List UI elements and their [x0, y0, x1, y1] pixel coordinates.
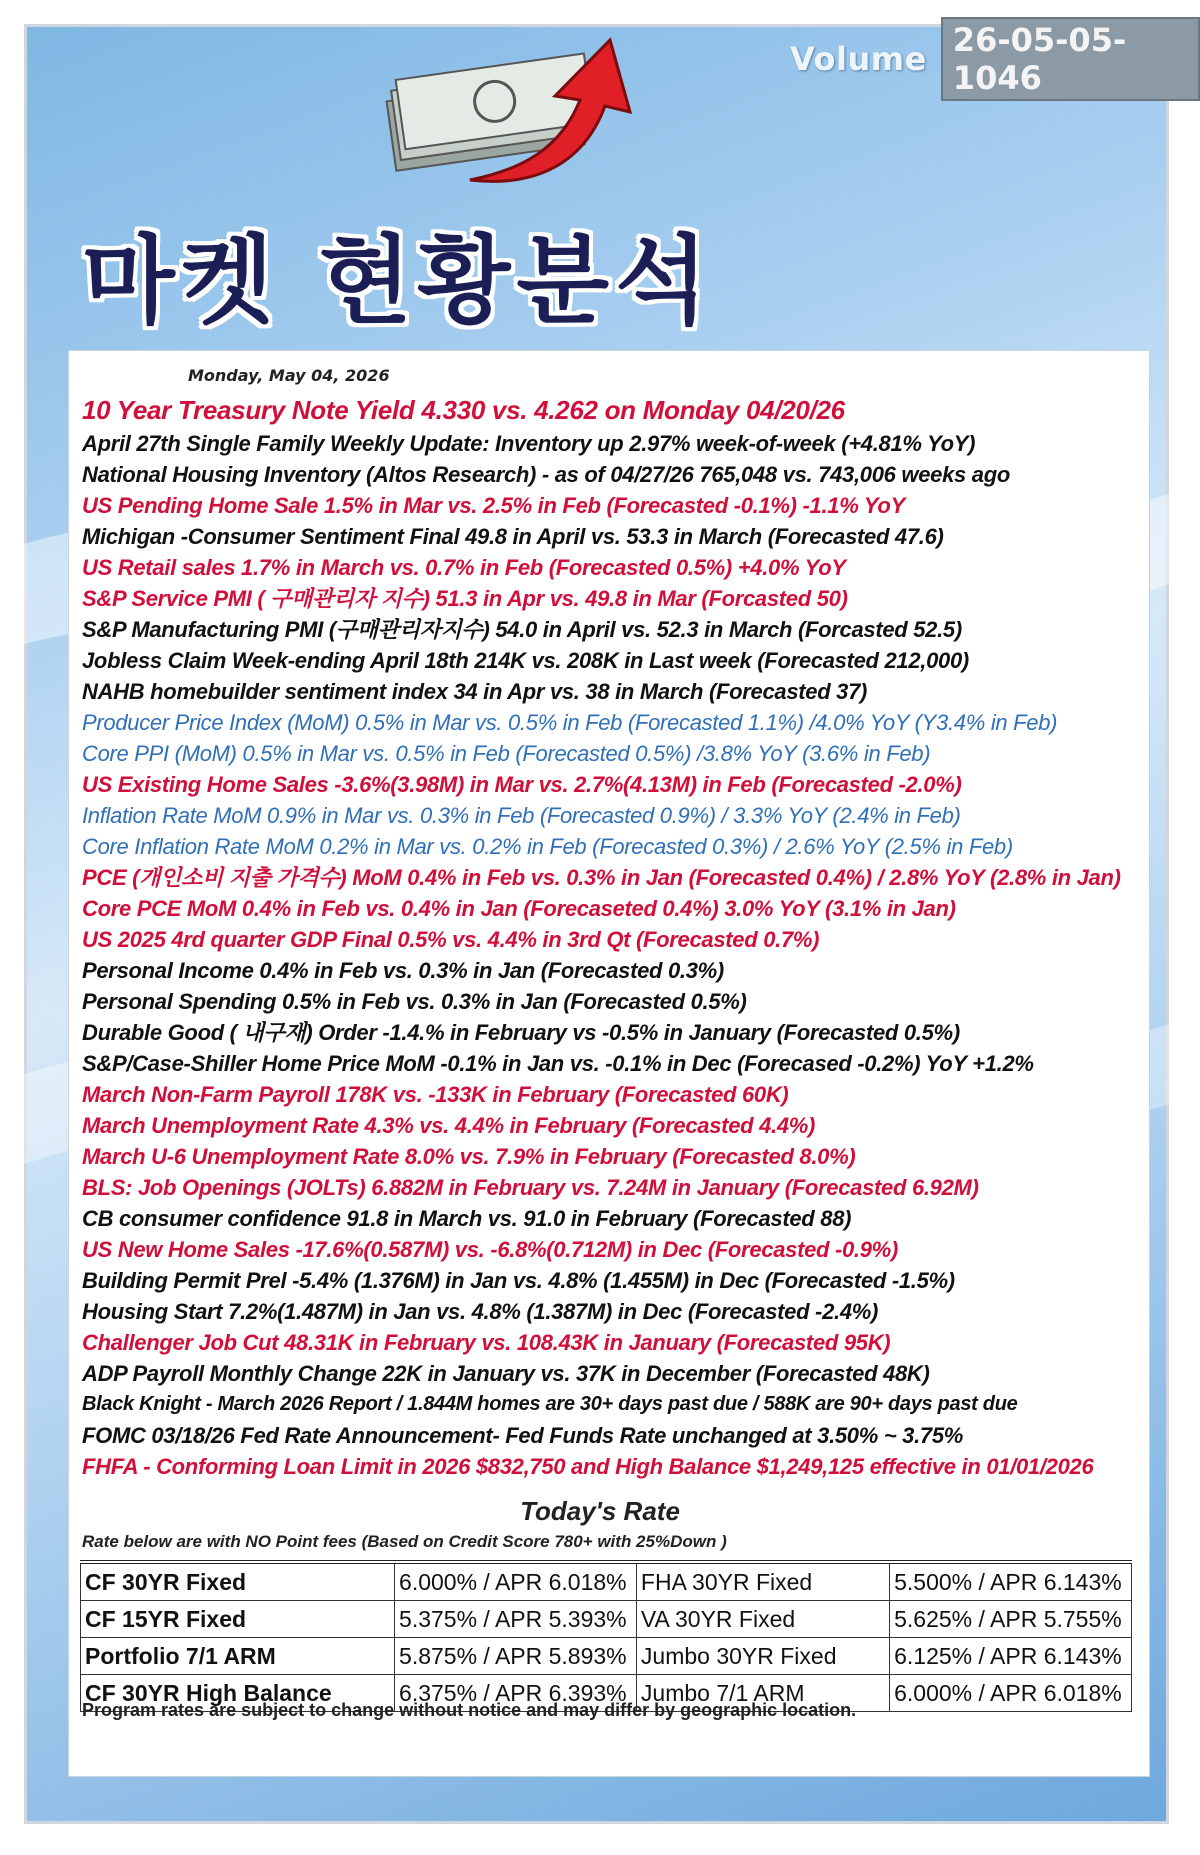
indicator-line: ADP Payroll Monthly Change 22K in January vs. 37K in December (Forecasted 48K): [82, 1361, 930, 1386]
rate-row: [81, 1638, 1132, 1675]
indicator-line: Core PCE MoM 0.4% in Feb vs. 0.4% in Jan (Forecaseted 0.4%) 3.0% YoY (3.1% in Jan): [82, 896, 956, 921]
indicator-line: PCE (개인소비 지출 가격수) MoM 0.4% in Feb vs. 0.3% in Jan (Forecasted 0.4%) / 2.8% YoY (2.8% in Jan): [82, 865, 1121, 890]
rate-program-name: CF 30YR Fixed: [81, 1562, 395, 1601]
rate-row: [81, 1601, 1132, 1638]
rates-disclaimer: Program rates are subject to change without notice and may differ by geographic location.: [82, 1700, 857, 1720]
indicator-line: Black Knight - March 2026 Report / 1.844M homes are 30+ days past due / 588K are 90+ days past due: [82, 1393, 1018, 1415]
indicator-line: US Pending Home Sale 1.5% in Mar vs. 2.5% in Feb (Forecasted -0.1%) -1.1% YoY: [82, 493, 905, 518]
rate-program-name: Jumbo 30YR Fixed: [636, 1638, 889, 1675]
indicator-line: Michigan -Consumer Sentiment Final 49.8 in April vs. 53.3 in March (Forecasted 47.6): [82, 524, 944, 549]
volume-badge: [790, 21, 1200, 97]
rate-value: 6.375% / APR 6.393%: [395, 1675, 637, 1712]
indicator-line: Building Permit Prel -5.4% (1.376M) in Jan vs. 4.8% (1.455M) in Dec (Forecasted -1.5%): [82, 1268, 955, 1293]
indicator-line: National Housing Inventory (Altos Research) - as of 04/27/26 765,048 vs. 743,006 weeks ago: [82, 462, 1010, 487]
indicator-line: CB consumer confidence 91.8 in March vs. 91.0 in February (Forecasted 88): [82, 1206, 852, 1231]
money-arrow-icon: [350, 30, 670, 190]
rate-note: Rate below are with NO Point fees (Based on Credit Score 780+ with 25%Down ): [82, 1532, 727, 1551]
indicator-line: NAHB homebuilder sentiment index 34 in Apr vs. 38 in March (Forecasted 37): [82, 679, 868, 704]
indicator-line: S&P Service PMI ( 구매관리자 지수) 51.3 in Apr vs. 49.8 in Mar (Forcasted 50): [82, 586, 848, 611]
rate-value: 5.500% / APR 6.143%: [890, 1562, 1132, 1601]
rate-program-name: FHA 30YR Fixed: [636, 1562, 889, 1601]
rate-program-name: CF 15YR Fixed: [81, 1601, 395, 1638]
indicator-line: Personal Income 0.4% in Feb vs. 0.3% in Jan (Forecasted 0.3%): [82, 958, 724, 983]
rate-value: 6.125% / APR 6.143%: [890, 1638, 1132, 1675]
volume-label: Volume: [790, 40, 927, 78]
rate-program-name: Portfolio 7/1 ARM: [81, 1638, 395, 1675]
indicator-line: US New Home Sales -17.6%(0.587M) vs. -6.8%(0.712M) in Dec (Forecasted -0.9%): [82, 1237, 898, 1262]
indicator-line: Jobless Claim Week-ending April 18th 214K vs. 208K in Last week (Forecasted 212,000): [82, 648, 969, 673]
indicator-line: April 27th Single Family Weekly Update: Inventory up 2.97% week-of-week (+4.81% YoY): [82, 431, 976, 456]
rate-value: 6.000% / APR 6.018%: [395, 1562, 637, 1601]
indicator-line: March Unemployment Rate 4.3% vs. 4.4% in February (Forecasted 4.4%): [82, 1113, 816, 1138]
indicator-line: Inflation Rate MoM 0.9% in Mar vs. 0.3% in Feb (Forecasted 0.9%) / 3.3% YoY (2.4% in Feb): [82, 803, 961, 828]
indicator-line: BLS: Job Openings (JOLTs) 6.882M in February vs. 7.24M in January (Forecasted 6.92M): [82, 1175, 979, 1200]
indicator-line: March Non-Farm Payroll 178K vs. -133K in February (Forecasted 60K): [82, 1082, 789, 1107]
rate-program-name: VA 30YR Fixed: [636, 1601, 889, 1638]
todays-rate-heading: Today's Rate: [520, 1496, 680, 1526]
indicator-line: Core PPI (MoM) 0.5% in Mar vs. 0.5% in Feb (Forecasted 0.5%) /3.8% YoY (3.6% in Feb): [82, 741, 931, 766]
indicator-line: Producer Price Index (MoM) 0.5% in Mar vs. 0.5% in Feb (Forecasted 1.1%) /4.0% YoY (Y3.4% in Feb): [82, 710, 1058, 735]
indicator-line: March U-6 Unemployment Rate 8.0% vs. 7.9% in February (Forecasted 8.0%): [82, 1144, 856, 1169]
market-indicator-list: [82, 392, 1142, 1482]
volume-number: 26-05-05-1046: [941, 17, 1200, 101]
indicator-line: 10 Year Treasury Note Yield 4.330 vs. 4.262 on Monday 04/20/26: [82, 395, 845, 425]
indicator-line: S&P Manufacturing PMI (구매관리자지수) 54.0 in April vs. 52.3 in March (Forcasted 52.5): [82, 617, 962, 642]
page-title: 마켓 현황분석: [82, 225, 714, 337]
indicator-line: Housing Start 7.2%(1.487M) in Jan vs. 4.8% (1.387M) in Dec (Forecasted -2.4%): [82, 1299, 879, 1324]
indicator-line: Personal Spending 0.5% in Feb vs. 0.3% in Jan (Forecasted 0.5%): [82, 989, 747, 1014]
rate-value: 6.000% / APR 6.018%: [890, 1675, 1132, 1712]
rate-row: [81, 1562, 1132, 1601]
indicator-line: FHFA - Conforming Loan Limit in 2026 $832,750 and High Balance $1,249,125 effective in 01/01/2026: [82, 1454, 1094, 1479]
indicator-line: US Existing Home Sales -3.6%(3.98M) in Mar vs. 2.7%(4.13M) in Feb (Forecasted -2.0%): [82, 772, 962, 797]
rate-program-name: CF 30YR High Balance: [81, 1675, 395, 1712]
rate-program-name: Jumbo 7/1 ARM: [636, 1675, 889, 1712]
indicator-line: US 2025 4rd quarter GDP Final 0.5% vs. 4.4% in 3rd Qt (Forecasted 0.7%): [82, 927, 820, 952]
indicator-line: US Retail sales 1.7% in March vs. 0.7% in Feb (Forecasted 0.5%) +4.0% YoY: [82, 555, 846, 580]
indicator-line: S&P/Case-Shiller Home Price MoM -0.1% in Jan vs. -0.1% in Dec (Forecased -0.2%) YoY +1.2%: [82, 1051, 1034, 1076]
indicator-line: FOMC 03/18/26 Fed Rate Announcement- Fed Funds Rate unchanged at 3.50% ~ 3.75%: [82, 1423, 964, 1448]
indicator-line: Challenger Job Cut 48.31K in February vs. 108.43K in January (Forecasted 95K): [82, 1330, 891, 1355]
rate-value: 5.375% / APR 5.393%: [395, 1601, 637, 1638]
indicator-line: Durable Good ( 내구재) Order -1.4.% in February vs -0.5% in January (Forecasted 0.5%): [82, 1020, 960, 1045]
rate-value: 5.875% / APR 5.893%: [395, 1638, 637, 1675]
report-date: Monday, May 04, 2026: [188, 366, 390, 385]
indicator-line: Core Inflation Rate MoM 0.2% in Mar vs. 0.2% in Feb (Forecasted 0.3%) / 2.6% YoY (2.5% in Feb): [82, 834, 1013, 859]
rate-value: 5.625% / APR 5.755%: [890, 1601, 1132, 1638]
rates-table: [80, 1560, 1132, 1712]
